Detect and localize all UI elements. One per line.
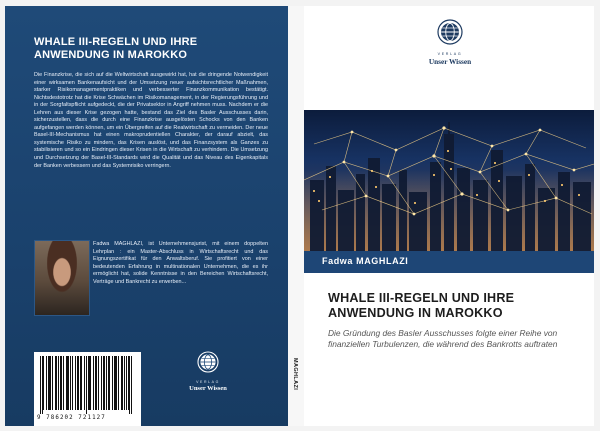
- back-cover-blurb: Die Finanzkrise, die sich auf die Weltwirtschaft ausgewirkt hat, hat die dringende Notwendigkeit einer wirksamen Bankenaufsicht und der Umsetzung neuer aufsichtsrechtlicher Maßnahmen, starker Risikomanagementpraktiken und verbesserter Finanzkommunikation bestätigt. Nichtsdestotrotz hat die Krise Schwächen im Risikomanagement, in der Regierungsführung und in der Sorgfaltspflicht aufgedeckt, die der Privatsektor in Angriff nehmen muss. Nachdem er die Lehren aus dieser Krise gezogen hatte, bestand das Ziel des Basler Ausschusses darin, sicherzustellen, dass die durch eine Finanzkrise ausgelösten Schocks von den Banken aufgefangen werden können, um ein Übergreifen auf die Realwirtschaft zu vermeiden. Der neue Basel-III-Mechanismus hat einen makroprudentiellen Charakter, der darauf abzielt, das systemische Risiko zu mindern, das Krisen auslöst, und das Finanzsystem als Ganzes zu stabilisieren und so ein Eindringen dieser Krisen in die Wirtschaft zu verhindern. Die Umsetzung und Durchsetzung der Basel-III-Standards wird die Qualität und das Niveau des Eigenkapitals der Banken verbessern und das Systemrisiko verringern.: [34, 72, 268, 169]
- isbn-number: 9 786202 721127: [37, 415, 106, 421]
- front-author-name: Fadwa MAGHLAZI: [322, 256, 409, 266]
- author-photo: [34, 240, 90, 316]
- cover-image-city-network: [304, 110, 594, 251]
- back-logo-top-text: VERLAG: [196, 380, 220, 384]
- back-logo-brand: Unser Wissen: [189, 385, 227, 392]
- front-cover-subtitle: Die Gründung des Basler Ausschusses folgte einer Reihe von finanziellen Turbulenzen, die während des Bankrotts auftraten: [328, 328, 558, 349]
- author-bio: Fadwa MAGHLAZI, ist Unternehmensjurist, mit einem doppelten Lehrplan : ein Master-Abschluss in Wirtschaftsrecht und das Eignungszertifikat für den Anwaltsberuf. Sie profitiert von einer bedeutenden Erfahrung in multinationalen Unternehmen, die es ihr ermöglicht hat, solide Kenntnisse in den Bereichen Wirtschaftsrecht, Verträge und Bankrecht zu erwerben...: [93, 241, 268, 285]
- front-logo-brand: Unser Wissen: [428, 57, 472, 66]
- globe-seal-icon: [197, 351, 219, 373]
- front-logo-top-text: VERLAG: [437, 52, 463, 56]
- front-cover: [304, 6, 594, 426]
- barcode: [34, 352, 141, 426]
- author-bar: [304, 251, 594, 273]
- back-cover-title: WHALE III-REGELN UND IHRE ANWENDUNG IN MAROKKO: [34, 36, 198, 61]
- spine: [288, 6, 304, 426]
- back-cover: [5, 6, 288, 426]
- spine-author: MAGHLAZI: [292, 358, 298, 391]
- cityscape-illustration: [304, 110, 594, 251]
- back-publisher-logo: [178, 351, 238, 392]
- front-publisher-logo: [414, 19, 486, 66]
- globe-seal-icon: [437, 19, 463, 45]
- front-cover-title: WHALE III-REGELN UND IHRE ANWENDUNG IN MAROKKO: [328, 291, 515, 320]
- barcode-bars: [40, 356, 135, 414]
